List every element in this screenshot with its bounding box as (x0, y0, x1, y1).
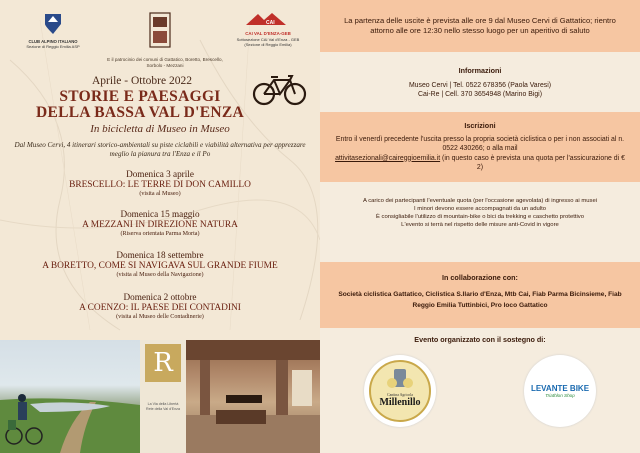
cervi-logo (140, 12, 180, 53)
subtitle: In bicicletta di Museo in Museo (90, 123, 230, 135)
sponsor-levante (524, 355, 596, 427)
r-logo-caption-2: Rete della Val d'Enza (146, 406, 180, 411)
event-place: A BORETTO, COME SI NAVIGAVA SUL GRANDE FIUME (42, 261, 278, 272)
sponsor-2-name: LEVANTE BIKE (530, 384, 590, 393)
cervi-emblem-icon (149, 12, 171, 48)
event-date: Domenica 2 ottobre (123, 292, 197, 302)
collab-title: In collaborazione con: (442, 273, 518, 282)
info-title: Informazioni (458, 66, 502, 75)
patronage-text: E il patrocinio dei comuni di Gattatico, Boretto, Brescello, Sorbolo - Mezzani (107, 57, 223, 69)
event-place: A MEZZANI IN DIREZIONE NATURA (82, 220, 238, 231)
event-1 (0, 169, 320, 199)
event-dates: Aprile - Ottobre 2022 (92, 75, 192, 87)
note-4: L'evento si terrà nel rispetto delle misure anti-Covid in vigore (401, 221, 559, 228)
sponsor-1-name: Millenillo (379, 397, 421, 408)
iscrizioni-section (320, 121, 640, 172)
mountain-icon (246, 12, 290, 26)
event-2 (0, 209, 320, 239)
main-title (0, 89, 320, 122)
caive-line1: Sottosezione CAI Val d'Enza - GEB (236, 36, 300, 42)
r-logo-caption-1: La Via della Libertà (147, 402, 179, 406)
intro-text: La partenza delle uscite è prevista alle ore 9 dal Museo Cervi di Gattatico; rientro attorno alle ore 12:30 nello stesso luogo per un aperitivo di saluto (344, 16, 616, 36)
caive-brand: CAI VAL D'ENZA-GEB (245, 31, 291, 36)
museum-interior-photo (186, 340, 320, 453)
event-place: A COENZO: IL PAESE DEI CONTADINI (79, 303, 241, 314)
right-panel (320, 0, 640, 453)
svg-text:CAI: CAI (266, 20, 275, 26)
event-note: (Riserva orientata Parma Morta) (120, 231, 200, 238)
info-line-2: Cai-Re | Cell. 370 3654948 (Marino Bigi) (418, 91, 542, 99)
collab-text: Società ciclistica Gattatico, Ciclistica S.Ilario d'Enza, Mtb Cai, Fiab Parma Bicinsieme, Fiab Reggio Emilia Tuttinbici, Pro loco Gattatico (338, 291, 622, 309)
note-1: A carico dei partecipanti l'eventuale quota (per l'occasione agevolata) di ingresso ai musei (362, 198, 598, 204)
sponsor-1-top: Cantina Agricola (387, 393, 413, 397)
note-2: I minori devono essere accompagnati da un adulto (414, 205, 546, 212)
iscrizioni-text: Entro il venerdì precedente l'uscita presso la propria società ciclistica o per i non associati al n. 0522 430266; o alla mail (335, 136, 625, 153)
collab-section (320, 273, 640, 311)
sponsor-title: Evento organizzato con il sostegno di: (414, 335, 546, 344)
iscrizioni-title: Iscrizioni (464, 121, 496, 130)
note-3: È consigliabile l'utilizzo di mountain-bike o bici da trekking e caschetto protettivo (375, 213, 585, 220)
event-date: Domenica 18 settembre (116, 250, 204, 260)
via-liberta-logo (140, 340, 186, 453)
photo-strip (0, 340, 320, 453)
caive-line2: (Sezione di Reggio Emilia) (244, 41, 292, 47)
notes-section (320, 198, 640, 230)
cyclist-photo (0, 340, 140, 453)
event-note: (visita al Museo della Navigazione) (116, 272, 204, 279)
info-line-1: Museo Cervi | Tel. 0522 678356 (Paola Varesi) (408, 82, 552, 89)
title-line-2: DELLA BASSA VAL D'ENZA (35, 104, 245, 122)
description: Dal Museo Cervi, 4 itinerari storico-ambientali su piste ciclabili e viabilità alternativa per apprezzare meglio la pianura tra l'Enza e il Po (14, 141, 306, 159)
sponsor-2-tag: Triathlon Shop (545, 393, 575, 398)
email-link[interactable]: attivitasezionali@caireggioemilia.it (335, 154, 441, 162)
event-note: (visita al Museo) (139, 191, 181, 198)
info-section (320, 66, 640, 100)
title-line-1: STORIE E PAESAGGI (59, 88, 221, 105)
event-note: (visita al Museo delle Contadinerie) (116, 314, 204, 321)
event-place: BRESCELLO: LE TERRE DI DON CAMILLO (69, 180, 251, 191)
cai-valdenza-logo (228, 12, 308, 47)
event-date: Domenica 3 aprile (126, 169, 194, 179)
event-date: Domenica 15 maggio (120, 209, 200, 219)
cai-logo (18, 12, 88, 50)
event-4 (0, 292, 320, 322)
cai-name: CLUB ALPINO ITALIANO (28, 39, 78, 44)
event-3 (0, 250, 320, 280)
r-logo-letter: R (145, 344, 181, 382)
cai-section: Sezione di Reggio Emilia ASP (26, 44, 80, 50)
cai-emblem-icon (44, 12, 62, 34)
iscrizioni-note: (in questo caso è prevista una quota per l'assicurazione di € 2) (442, 154, 625, 171)
sponsor-millenillo (364, 355, 436, 427)
